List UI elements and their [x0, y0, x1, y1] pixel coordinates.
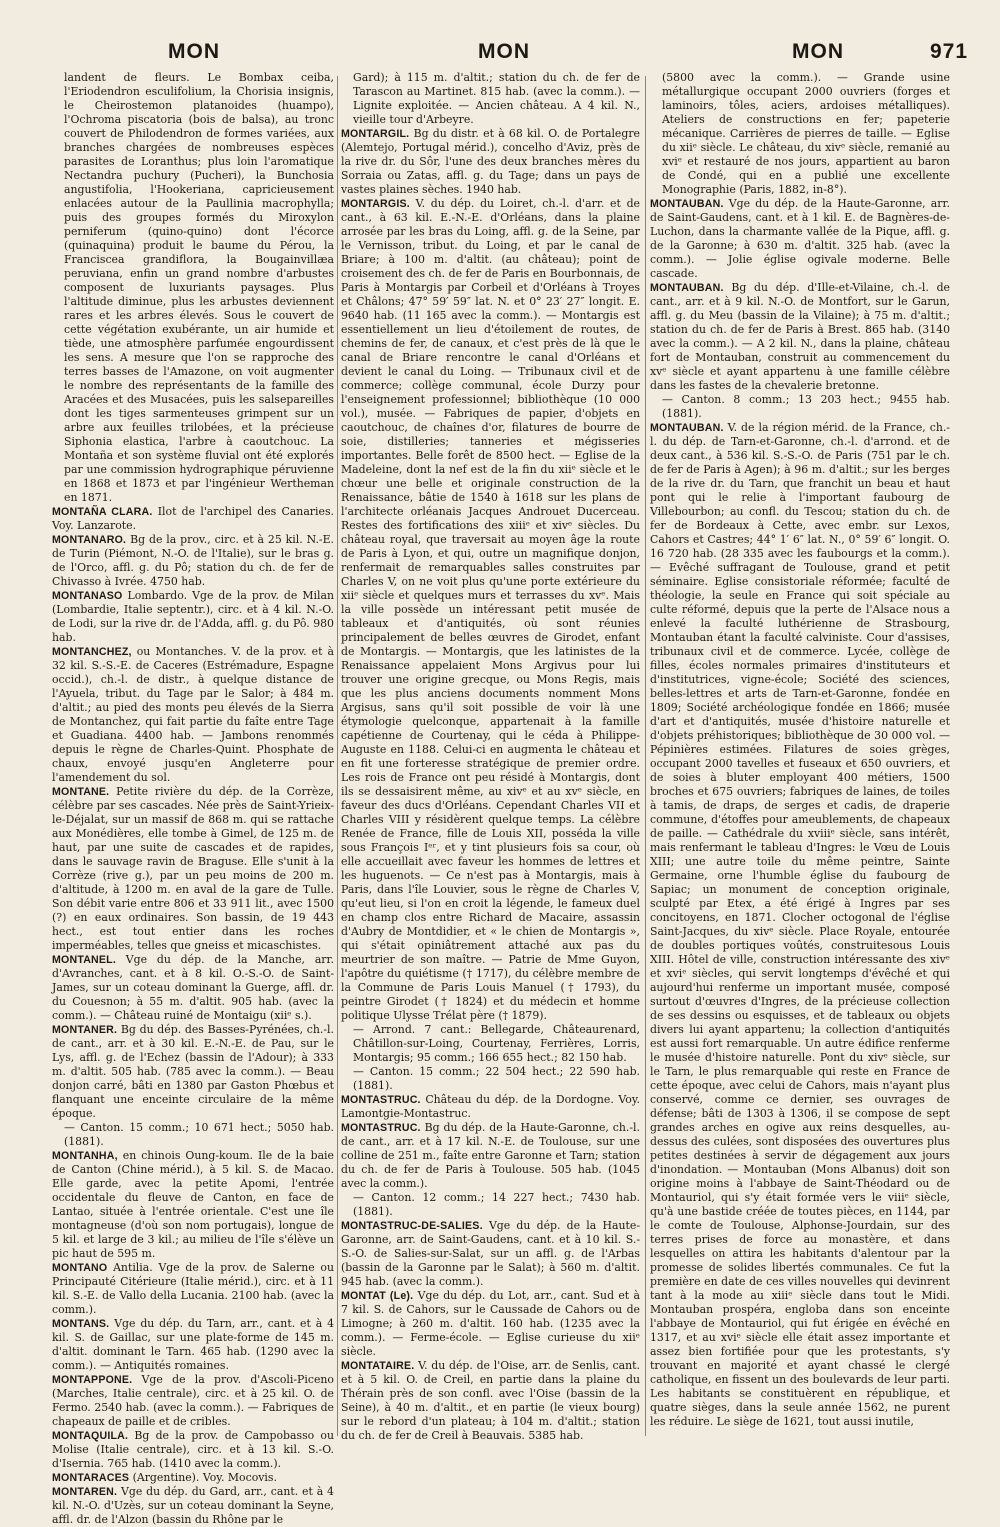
entry-text: — Canton. 15 comm.; 10 671 hect.; 5050 hab. (1881).	[64, 1121, 334, 1148]
entry-headword: MONTAUBAN.	[650, 422, 724, 434]
entry-text: V. du dép. de l'Oise, arr. de Senlis, cant. et à 5 kil. O. de Creil, en partie dans la plaine du Thérain près de son confl. avec l'Oise (bassin de la Seine), à 40 m. d'altit., et en partie (le vieux bourg) sur le rebord d'un plateau; à 104 m. d'altit.; station du ch. de fer de Creil à Beauvais. 5385 hab.	[341, 1359, 640, 1442]
dictionary-entry	[341, 1219, 640, 1289]
dictionary-entry	[52, 533, 334, 589]
column-3	[650, 71, 950, 1441]
dictionary-entry	[341, 127, 640, 197]
entry-headword: MONTANE.	[52, 786, 110, 798]
dictionary-entry	[341, 1093, 640, 1121]
dictionary-entry	[52, 1485, 334, 1527]
column-1	[52, 71, 335, 1526]
running-head-left: MON	[168, 40, 220, 63]
entry-headword: MONTAUBAN.	[650, 282, 724, 294]
page-number: 971	[930, 40, 969, 63]
entry-text: Vge de la prov. d'Ascoli-Piceno (Marches, Italie centrale), circ. et à 25 kil. O. de Fermo. 2540 hab. (avec la comm.). — Fabriques de chapeaux de paille et de cribles.	[52, 1373, 334, 1428]
entry-text: Bg de la prov., circ. et à 25 kil. N.-E. de Turin (Piémont, N.-O. de l'Italie), sur le bras g. de l'Orco, affl. g. du Pô; station du ch. de fer de Chivasso à Ivrée. 4750 hab.	[52, 533, 334, 588]
entry-headword: MONTANCHEZ,	[52, 646, 132, 658]
dictionary-entry	[52, 1429, 334, 1471]
dictionary-entry	[650, 197, 950, 281]
dictionary-entry	[52, 1023, 334, 1121]
entry-text: Vge du dép. du Gard, arr., cant. et à 4 kil. N.-O. d'Uzès, sur un coteau dominant la Seyne, affl. dr. de l'Alzon (bassin du Rhône par le	[52, 1485, 334, 1526]
dictionary-entry	[341, 1023, 640, 1065]
entry-text: Ilot de l'archipel des Canaries. Voy. Lanzarote.	[52, 505, 334, 532]
entry-headword: MONTANASO	[52, 590, 123, 602]
dictionary-entry	[650, 71, 950, 197]
entry-text: — Arrond. 7 cant.: Bellegarde, Châteaurenard, Châtillon-sur-Loing, Courtenay, Ferrières, Lorris, Montargis; 95 comm.; 166 655 hect.; 82 150 hab.	[353, 1023, 640, 1064]
entry-headword: MONTAUBAN.	[650, 198, 724, 210]
dictionary-entry	[52, 1373, 334, 1429]
dictionary-entry	[650, 393, 950, 421]
dictionary-entry	[52, 1471, 334, 1485]
entry-headword: MONTAQUILA.	[52, 1430, 129, 1442]
dictionary-entry	[52, 785, 334, 953]
dictionary-entry	[52, 1121, 334, 1149]
dictionary-entry	[52, 1149, 334, 1261]
entry-text: Gard); à 115 m. d'altit.; station du ch. de fer de Tarascon au Martinet. 815 hab. (avec la comm.). — Lignite exploitée. — Ancien château. A 4 kil. N., vieille tour d'Arbeyre.	[353, 71, 640, 126]
dictionary-entry	[52, 953, 334, 1023]
entry-text: Vge du dép. de la Haute-Garonne, arr. de Saint-Gaudens, cant. et à 1 kil. E. de Bagnères-de-Luchon, dans la charmante vallée de la Pique, affl. g. de la Garonne; à 630 m. d'altit. 325 hab. (avec la comm.). — Jolie église ogivale moderne. Belle cascade.	[650, 197, 950, 280]
entry-text: en chinois Oung-koum. Ile de la baie de Canton (Chine mérid.), à 5 kil. S. de Macao. Elle garde, avec la petite Apomi, l'entrée occidentale du fleuve de Canton, en face de Lantao, située à l'entrée orientale. C'est une île montagneuse (d'où son nom portugais), longue de 5 kil. et large de 3 kil.; au milieu de l'île s'élève un pic haut de 595 m.	[52, 1149, 334, 1260]
entry-text: Bg du distr. et à 68 kil. O. de Portalegre (Alemtejo, Portugal mérid.), concelho d'Aviz, près de la rive dr. du Sôr, l'une des deux branches mères du Sorraia ou Zatas, affl. g. du Tage; dans un pays de vastes plaines sèches. 1940 hab.	[341, 127, 640, 196]
entry-text: Vge du dép. du Tarn, arr., cant. et à 4 kil. S. de Gaillac, sur une plate-forme de 145 m. d'altit. dominant le Tarn. 465 hab. (1290 avec la comm.). — Antiquités romaines.	[52, 1317, 335, 1372]
entry-text: (Argentine). Voy. Mocovis.	[132, 1471, 277, 1484]
entry-headword: MONTANEL.	[52, 954, 116, 966]
dictionary-entry	[52, 1261, 334, 1317]
entry-headword: MONTASTRUC.	[341, 1122, 421, 1134]
dictionary-entry	[341, 1289, 640, 1359]
column-rule-1	[337, 76, 338, 1436]
entry-text: Vge du dép. de la Manche, arr. d'Avranches, cant. et à 8 kil. O.-S.-O. de Saint-James, sur un coteau dominant la Guerge, affl. dr. du Couesnon; à 55 m. d'altit. 905 hab. (avec la comm.). — Château ruiné de Montaigu (xiiᵉ s.).	[52, 953, 334, 1022]
dictionary-entry	[52, 645, 334, 785]
dictionary-entry	[341, 71, 640, 127]
entry-headword: MONTANHA,	[52, 1150, 118, 1162]
entry-text: Lombardo. Vge de la prov. de Milan (Lombardie, Italie septentr.), circ. et à 4 kil. N.-O. de Lodi, sur la rive dr. de l'Adda, affl. g. du Pô. 980 hab.	[52, 589, 334, 644]
entry-headword: MONTARGIL.	[341, 128, 410, 140]
dictionary-entry	[341, 1191, 640, 1219]
entry-text: Bg du dép. de la Haute-Garonne, ch.-l. de cant., arr. et à 17 kil. N.-E. de Toulouse, sur une colline de 251 m., faîte entre Garonne et Tarn; station du ch. de fer de Paris à Toulouse. 505 hab. (1045 avec la comm.).	[341, 1121, 640, 1190]
entry-text: — Canton. 15 comm.; 22 504 hect.; 22 590 hab. (1881).	[353, 1065, 640, 1092]
entry-text: V. du dép. du Loiret, ch.-l. d'arr. et de cant., à 63 kil. E.-N.-E. d'Orléans, dans la plaine arrosée par les bras du Loing, affl. g. de la Seine, par le Vernisson, tribut. du Loing, et par le canal de Briare; à 100 m. d'altit. (au château); point de croisement des ch. de fer de Paris en Bourbonnais, de Paris à Montargis par Corbeil et d'Orléans à Troyes et Châlons; 47° 59′ 59″ lat. N. et 0° 23′ 27″ longit. E. 9640 hab. (11 165 avec la comm.). — Montargis est essentiellement un lieu d'étoilement de routes, de chemins de fer, de canaux, et c'est près de là que le canal de Briare rencontre le canal d'Orléans et devient le canal du Loing. — Tribunaux civil et de commerce; collège communal, école Durzy pour l'enseignement professionnel; bibliothèque (10 000 vol.), musée. — Fabriques de papier, d'objets en caoutchouc, de chaînes d'or, filatures de bourre de soie, distilleries; tanneries et mégisseries importantes. Belle forêt de 8500 hect. — Eglise de la Madeleine, dont la nef est de la fin du xiiᵉ siècle et le chœur une belle et originale construction de la Renaissance, bâtie de 1540 à 1618 sur les plans de l'architecte orléanais Jacques Androuet Ducerceau. Restes des fortifications des xiiiᵉ et xivᵉ siècles. Du château royal, que traversait au moyen âge la route de Paris à Lyon, et qui, outre un magnifique donjon, renfermait de remarquables salles construites par Charles V, on ne voit plus qu'une porte extérieure du xiiᵉ siècle et quelques murs et terrasses du xvᵉ. Mais la ville possède un intéressant petit musée de tableaux et d'antiquités, où sont réunies principalement de belles œuvres de Girodet, enfant de Montargis. — Montargis, que les latinistes de la Renaissance appelaient Mons Argivus pour lui trouver une origine grecque, ou Mons Regis, mais que les plus anciens documents nomment Mons Argisus, sans qu'il soit possible de voir là une étymologie quelconque, appartenait à la famille capétienne de Courtenay, qui le céda à Philippe-Auguste en 1188. Celui-ci en augmenta le château et en fit une forteresse stratégique de premier ordre. Les rois de France ont peu résidé à Montargis, dont ils se dessaisirent même, au xivᵉ et au xvᵉ siècle, en faveur des ducs d'Orléans. Cependant Charles VII et Charles VIII y résidèrent quelque temps. La célèbre Renée de France, fille de Louis XII, posséda la ville sous François Iᵉʳ, et y tint plusieurs fois sa cour, où elle accueillait avec faveur les hommes de lettres et les huguenots. — Ce n'est pas à Montargis, mais à Paris, dans l'île Louvier, sous le règne de Charles V, qu'eut lieu, si l'on en croit la légende, le fameux duel en champ clos entre Richard de Macaire, assassin d'Aubry de Montdidier, et « le chien de Montargis », qui s'était opiniâtrement attaché aux pas du meurtrier de son maître. — Patrie de Mme Guyon, l'apôtre du quiétisme († 1717), du célèbre membre de la Commune de Paris Louis Manuel († 1793), du peintre Girodet († 1824) et du médecin et homme politique Ulysse Trélat père († 1879).	[341, 197, 640, 1022]
entry-text: Antilia. Vge de la prov. de Salerne ou Principauté Citérieure (Italie mérid.), circ. et à 11 kil. S.-E. de Vallo della Lucania. 2100 hab. (avec la comm.).	[52, 1261, 334, 1316]
entry-headword: MONTASTRUC-DE-SALIES.	[341, 1220, 483, 1232]
entry-text: Vge du dép. du Lot, arr., cant. Sud et à 7 kil. S. de Cahors, sur le Caussade de Cahors ou de Limogne; à 260 m. d'altit. 160 hab. (1235 avec la comm.). — Ferme-école. — Eglise curieuse du xiiᵉ siècle.	[341, 1289, 640, 1358]
entry-headword: MONTANARO.	[52, 534, 127, 546]
column-rule-2	[645, 76, 646, 1436]
dictionary-entry	[650, 421, 950, 1429]
dictionary-entry	[341, 197, 640, 1023]
entry-headword: MONTARGIS.	[341, 198, 410, 210]
column-2	[341, 71, 640, 1441]
entry-text: Bg du dép. d'Ille-et-Vilaine, ch.-l. de cant., arr. et à 9 kil. N.-O. de Montfort, sur le Garun, affl. g. du Meu (bassin de la Vilaine); à 75 m. d'altit.; station du ch. de fer de Paris à Brest. 865 hab. (3140 avec la comm.). — A 2 kil. N., dans la plaine, château fort de Montauban, construit au commencement du xvᵉ siècle et ayant appartenu à une famille célèbre dans les fastes de la chevalerie bretonne.	[650, 281, 950, 392]
entry-text: landent de fleurs. Le Bombax ceiba, l'Eriodendron esculifolium, la Chorisia insignis, le Cheirostemon platanoides (huampo), l'Ochroma piscatoria (bois de balsa), au tronc couvert de Philodendron de formes variées, aux branches chargées de nombreuses espèces parasites de Loranthus; plus loin l'aromatique Nectandra puchury (Pucheri), la Bunchosia angustifolia, l'Hookeriana, capricieusement enlacées autour de la Paullinia macrophylla; puis des groupes formés du Miroxylon perniferum (quino-quino) dont l'écorce (quinaquina) produit le baume du Pérou, la Franciscea grandiflora, la Bougainvillæa peruviana, enfin un grand nombre d'arbustes composent de luxuriants paysages. Plus l'altitude diminue, plus les arbustes deviennent rares et les arbres élevés. Sous le couvert de cette végétation exubérante, un air humide et tiède, une atmosphère parfumée engourdissent les sens. A mesure que l'on se rapproche des terres basses de l'Amazone, on voit augmenter le nombre des représentants de la famille des Aracées et des Musacées, puis les salsepareilles dont les tiges sarmenteuses grimpent sur un arbre aux feuilles trilobées, et la précieuse Siphonia elastica, l'arbre à caoutchouc. La Montaña et son système fluvial ont été explorés par une commission hydrographique péruvienne en 1868 et 1873 et par l'ingénieur Wertheman en 1871.	[64, 71, 334, 504]
entry-headword: MONTANO	[52, 1262, 108, 1274]
entry-text: Vge du dép. de la Haute-Garonne, arr. de Saint-Gaudens, cant. et à 10 kil. S.-S.-O. de Salies-sur-Salat, sur un affl. g. de l'Arbas (bassin de la Garonne par le Salat); à 560 m. d'altit. 945 hab. (avec la comm.).	[341, 1219, 640, 1288]
entry-text: — Canton. 8 comm.; 13 203 hect.; 9455 hab. (1881).	[662, 393, 950, 420]
entry-headword: MONTANS.	[52, 1318, 110, 1330]
entry-headword: MONTAREN.	[52, 1486, 118, 1498]
entry-text: ou Montanches. V. de la prov. et à 32 kil. S.-S.-E. de Caceres (Estrémadure, Espagne occid.), ch.-l. de distr., à quelque distance de l'Ayuela, tribut. du Tage par le Salor; à 484 m. d'altit.; au pied des monts peu élevés de la Sierra de Montanchez, qui fait partie du faîte entre Tage et Guadiana. 4400 hab. — Jambons renommés depuis le règne de Charles-Quint. Phosphate de chaux, envoyé jusqu'en Angleterre pour l'amendement du sol.	[52, 645, 334, 784]
dictionary-entry	[52, 71, 334, 505]
dictionary-entry	[52, 589, 334, 645]
entry-text: Petite rivière du dép. de la Corrèze, célèbre par ses cascades. Née près de Saint-Yrieix-le-Déjalat, sur un massif de 868 m. qui se rattache aux Monédières, elle tombe à Gimel, de 125 m. de haut, par une suite de cascades et de rapides, dans le sauvage ravin de Braguse. Elle s'unit à la Corrèze (rive g.), par un peu moins de 200 m. d'altitude, à 1200 m. en aval de la gare de Tulle. Son débit varie entre 806 et 33 911 lit., avec 1500 (?) en eaux ordinaires. Son bassin, de 19 443 hect., est tout entier dans les roches imperméables, telles que gneiss et micaschistes.	[52, 785, 334, 952]
entry-text: Bg du dép. des Basses-Pyrénées, ch.-l. de cant., arr. et à 30 kil. E.-N.-E. de Pau, sur le Lys, affl. g. de l'Echez (bassin de l'Adour); à 333 m. d'altit. 505 hab. (785 avec la comm.). — Beau donjon carré, bâti en 1380 par Gaston Phœbus et flanquant une enceinte circulaire de la même époque.	[52, 1023, 334, 1120]
entry-headword: MONTAÑA CLARA.	[52, 506, 153, 518]
entry-headword: MONTANER.	[52, 1024, 118, 1036]
entry-text: V. de la région mérid. de la France, ch.-l. du dép. de Tarn-et-Garonne, ch.-l. d'arrond. et de deux cant., à 536 kil. S.-S.-O. de Paris (751 par le ch. de fer de Paris à Agen); à 96 m. d'altit.; sur les berges de la rive dr. du Tarn, que franchit un beau et haut pont qui le relie à l'important faubourg de Villebourbon; au confl. du Tescou; station du ch. de fer de Bordeaux à Cette, avec embr. sur Lexos, Cahors et Castres; 44° 1′ 6″ lat. N., 0° 59′ 6″ longit. O. 16 720 hab. (28 335 avec les faubourgs et la comm.). — Evêché suffragant de Toulouse, grand et petit séminaire. Eglise consistoriale réformée; faculté de théologie, la seule en France qui soit spéciale au culte réformé, depuis que la perte de l'Alsace nous a enlevé la faculté luthérienne de Strasbourg, Montauban étant la faculté calviniste. Cour d'assises, tribunaux civil et de commerce. Lycée, collège de filles, écoles normales primaires d'instituteurs et d'institutrices, vigne-école; Société des sciences, belles-lettres et arts de Tarn-et-Garonne, fondée en 1809; Société archéologique fondée en 1866; musée d'art et d'antiquités, musée d'histoire naturelle et d'objets préhistoriques; bibliothèque de 30 000 vol. — Pépinières estimées. Filatures de soies grèges, occupant 2000 tavelles et fuseaux et 650 ouvriers, et de soies à bluter employant 400 métiers, 1500 broches et 675 ouvriers; fabriques de laines, de toiles à tamis, de draps, de serges et cadis, de draperie commune, d'étoffes pour ameublements, de chapeaux de paille. — Cathédrale du xviiiᵉ siècle, sans intérêt, mais renfermant le tableau d'Ingres: le Vœu de Louis XIII; une autre toile du même peintre, Sainte Germaine, orne l'humble église du faubourg de Sapiac; un monument de conception originale, sculpté par Etex, a été érigé à Ingres par ses concitoyens, en 1871. Clocher octogonal de l'église Saint-Jacques, du xivᵉ siècle. Place Royale, entourée de doubles portiques voûtés, construitesous Louis XIII. Hôtel de ville, construction intéressante des xivᵉ et xviᵉ siècles, qui servit longtemps d'évêché et qui aujourd'hui renferme un important musée, composé surtout d'œuvres d'Ingres, de la précieuse collection de ses dessins ou esquisses, et de tableaux ou objets divers lui ayant appartenu; la collection d'antiquités est aussi fort remarquable. Un autre édifice renferme le musée d'histoire naturelle. Pont du xivᵉ siècle, sur le Tarn, le plus remarquable qui reste en France de cette époque, avec celui de Cahors, mais n'ayant plus conservé, comme ce dernier, ses ouvrages de défense; bâti de 1303 à 1306, il se compose de sept grandes arches en ogive aux reins desquelles, au-dessus des culées, sont disposées des ouvertures plus petites destinées à servir de dégagement aux jours d'inondation. — Montauban (Mons Albanus) doit son origine moins à l'abbaye de Saint-Théodard ou de Montauriol, qui s'y était formée vers le viiiᵉ siècle, qu'à une bastide créée de toutes pièces, en 1144, par le comte de Toulouse, Alphonse-Jourdain, sur des terres prises de force au monastère, et dans lesquelles on attira les habitants d'alentour par la promesse de solides libertés communales. Ce fut la première en date de ces villes nouvelles qui devinrent tant à la mode au xiiiᵉ siècle dans tout le Midi. Montauban prospéra, engloba dans son enceinte l'abbaye de Montauriol, qui fut érigée en évêché en 1317, et au xviᵉ siècle elle était assez importante et assez bien fortifiée pour que les protestants, s'y trouvant en majorité et ayant chassé le clergé catholique, en fissent un des boulevards de leur parti. Les habitants se constituèrent en république, et quatre sièges, dans la seule année 1562, ne purent les réduire. Le siège de 1621, tout aussi inutile,	[650, 421, 950, 1428]
entry-headword: MONTATAIRE.	[341, 1360, 415, 1372]
dictionary-entry	[52, 505, 334, 533]
dictionary-entry	[341, 1121, 640, 1191]
running-head-center: MON	[478, 40, 530, 63]
entry-text: Château du dép. de la Dordogne. Voy. Lamontgie-Montastruc.	[341, 1093, 641, 1120]
entry-headword: MONTAT (Le).	[341, 1290, 414, 1302]
dictionary-entry	[52, 1317, 334, 1373]
entry-text: (5800 avec la comm.). — Grande usine métallurgique occupant 2000 ouvriers (forges et laminoirs, tôles, aciers, ardoises métalliques). Ateliers de constructions en fer; papeterie mécanique. Carrières de pierres de taille. — Eglise du xiiᵉ siècle. Le château, du xivᵉ siècle, remanié au xviᵉ et restauré de nos jours, appartient au baron de Condé, qui en a publié une excellente Monographie (Paris, 1882, in-8°).	[662, 71, 950, 196]
entry-text: Bg de la prov. de Campobasso ou Molise (Italie centrale), circ. et à 13 kil. S.-O. d'Isernia. 765 hab. (1410 avec la comm.).	[52, 1429, 335, 1470]
dictionary-entry	[650, 281, 950, 393]
dictionary-entry	[341, 1359, 640, 1443]
running-head-right: MON	[792, 40, 844, 63]
entry-headword: MONTAPPONE.	[52, 1374, 133, 1386]
entry-headword: MONTARACES	[52, 1472, 130, 1484]
entry-headword: MONTASTRUC.	[341, 1094, 421, 1106]
dictionary-entry	[341, 1065, 640, 1093]
entry-text: — Canton. 12 comm.; 14 227 hect.; 7430 hab. (1881).	[353, 1191, 640, 1218]
